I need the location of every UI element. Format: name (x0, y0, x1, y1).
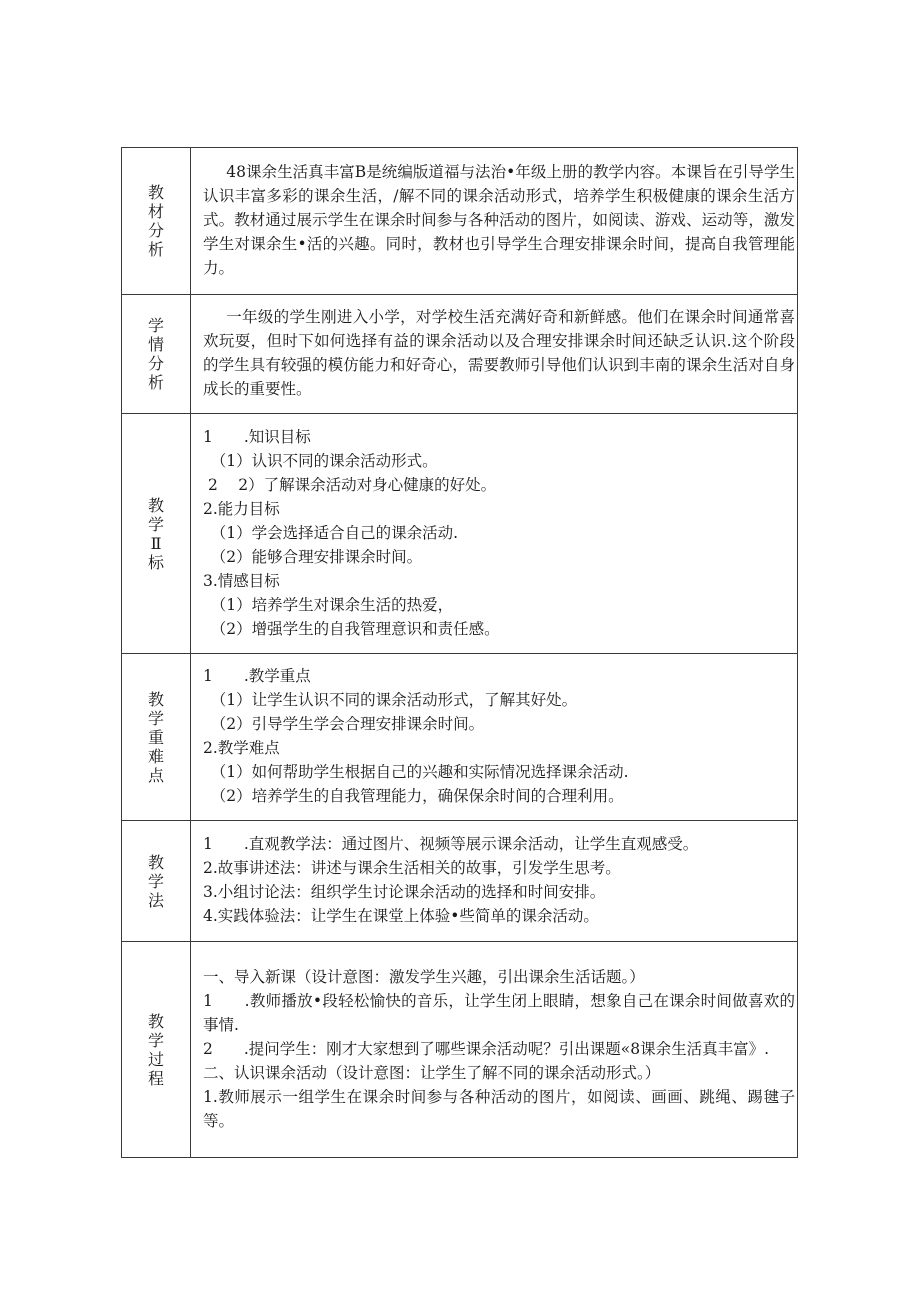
content-line: 2 2）了解课余活动对身心健康的好处。 (203, 475, 497, 494)
row-content-cell (191, 654, 798, 821)
content-line: （1）让学生认识不同的课余活动形式，了解其好处。 (203, 691, 578, 709)
content-line: 3.情感目标 (203, 571, 280, 590)
row-label: 教学Ⅱ标 (147, 495, 164, 572)
row-label-cell (122, 942, 191, 1158)
row-content-cell (191, 414, 798, 654)
row-label: 学情分析 (147, 316, 164, 392)
content-line: 2.故事讲述法：讲述与课余生活相关的故事，引发学生思考。 (203, 859, 621, 877)
row-textbook-analysis (122, 148, 798, 295)
content-line: （1）认识不同的课余活动形式。 (203, 451, 438, 470)
row-label: 教学重难点 (147, 689, 164, 785)
content-line: 1 .知识目标 (203, 427, 311, 446)
content-line: 1 .教师播放•段轻松愉快的音乐，让学生闭上眼睛，想象自己在课余时间做喜欢的事情. (203, 991, 795, 1034)
content-line: （1）如何帮助学生根据自己的兴趣和实际情况选择课余活动. (203, 763, 629, 781)
content-line: 1.教师展示一组学生在课余时间参与各种活动的图片，如阅读、画画、跳绳、踢毽子等。 (203, 1087, 795, 1130)
content-line: 二、认识课余活动（设计意图：让学生了解不同的课余活动形式。） (203, 1063, 661, 1082)
row-label-cell (122, 821, 191, 942)
row-student-analysis (122, 295, 798, 414)
content-line: 1 .教学重点 (203, 667, 311, 685)
content-line: （2）能够合理安排课余时间。 (203, 547, 423, 566)
row-label-cell (122, 414, 191, 654)
row-teaching-methods (122, 821, 798, 942)
row-label: 教学法 (147, 852, 164, 910)
lesson-plan-table (121, 147, 798, 1158)
content-paragraph: 48课余生活真丰富B是统编版道福与法治•年级上册的教学内容。本课旨在引导学生认识丰富多彩的课余生活，/解不同的课余活动形式，培养学生积极健康的课余生活方式。教材通过展示学生在课余时间参与各种活动的图片，如阅读、游戏、运动等，激发学生对课余生•活的兴趣。同时，教材也引导学生合理安排课余时间，提高自我管理能力。 (203, 163, 795, 277)
row-label-cell (122, 148, 191, 295)
row-content-cell (191, 148, 798, 295)
row-key-difficult-points (122, 654, 798, 821)
content-line: （1）培养学生对课余生活的热爱， (203, 595, 454, 614)
content-line: （2）引导学生学会合理安排课余时间。 (203, 715, 485, 733)
content-line: （1）学会选择适合自己的课余活动. (203, 523, 459, 542)
content-line: 4.实践体验法：让学生在课堂上体验•些简单的课余活动。 (203, 907, 599, 925)
row-teaching-process (122, 942, 798, 1158)
row-content-cell (191, 295, 798, 414)
row-teaching-goals (122, 414, 798, 654)
row-label: 教材分析 (147, 183, 164, 259)
content-line: （2）培养学生的自我管理能力，确保保余时间的合理利用。 (203, 787, 624, 805)
content-line: 2.能力目标 (203, 499, 280, 518)
content-paragraph: 一年级的学生刚进入小学，对学校生活充满好奇和新鲜感。他们在课余时间通常喜欢玩耍，但时下如何选择有益的课余活动以及合理安排课余时间还缺乏认识.这个阶段的学生具有较强的模仿能力和好奇心，需要教师引导他们认识到丰南的课余生活对自身成长的重要性。 (203, 308, 795, 398)
content-line: 一、导入新课（设计意图：激发学生兴趣，引出课余生活话题。） (203, 967, 645, 986)
content-line: 2.教学难点 (203, 739, 280, 757)
content-line: 1 .直观教学法：通过图片、视频等展示课余活动，让学生直观感受。 (203, 835, 699, 853)
content-line: （2）增强学生的自我管理意识和责任感。 (203, 619, 500, 638)
content-line: 2 .提问学生：刚才大家想到了哪些课余活动呢？引出课题«8课余生活真丰富》. (203, 1039, 770, 1058)
content-line: 3.小组讨论法：组织学生讨论课余活动的选择和时间安排。 (203, 883, 606, 901)
row-label-cell (122, 654, 191, 821)
row-label: 教学过程 (147, 1011, 164, 1088)
row-content-cell (191, 942, 798, 1158)
row-content-cell (191, 821, 798, 942)
row-label-cell (122, 295, 191, 414)
